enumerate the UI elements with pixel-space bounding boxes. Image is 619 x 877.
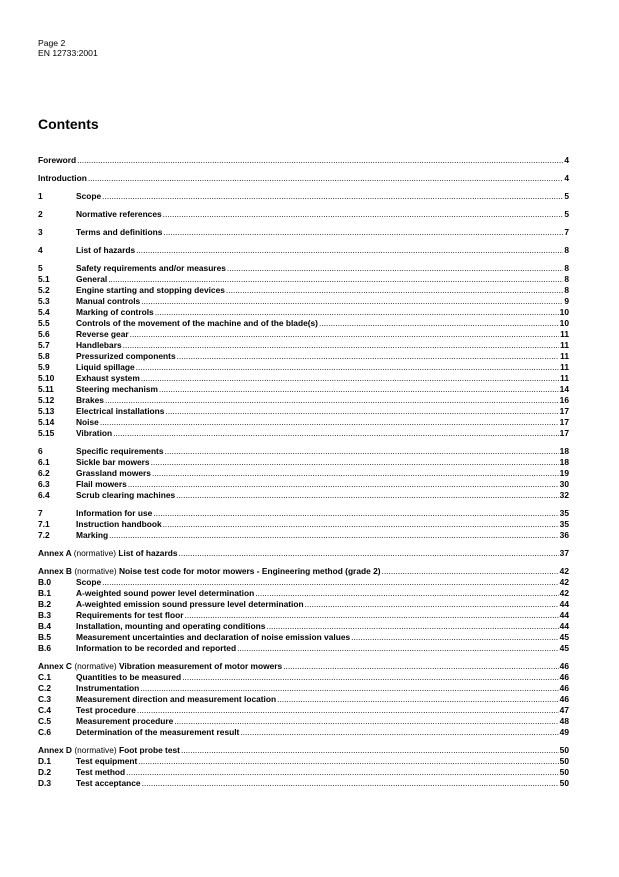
toc-entry[interactable]	[38, 530, 569, 541]
dot-leader	[123, 340, 560, 351]
toc-entry-page: 35	[559, 519, 569, 529]
toc-entry-page: 32	[559, 490, 569, 500]
dot-leader	[255, 588, 558, 599]
dot-leader	[178, 548, 558, 559]
toc-entry-number: 6.3	[38, 479, 50, 489]
toc-entry-page: 8	[564, 245, 569, 255]
toc-entry-title: Steering mechanism	[76, 384, 158, 394]
toc-entry-number: 5.2	[38, 285, 50, 295]
toc-entry-title: Engine starting and stopping devices	[76, 285, 225, 295]
toc-entry-title: Pressurized components	[76, 351, 176, 361]
toc-entry-page: 42	[559, 566, 569, 576]
toc-entry-number: 5.15	[38, 428, 55, 438]
dot-leader	[163, 209, 564, 220]
toc-entry-title: Reverse gear	[76, 329, 129, 339]
toc-entry[interactable]	[38, 307, 569, 318]
toc-entry-page: 44	[559, 610, 569, 620]
toc-entry-title: Scrub clearing machines	[76, 490, 176, 500]
toc-entry-number: 5.5	[38, 318, 50, 328]
toc-entry-title: Marking	[76, 530, 109, 540]
toc-entry-number: 6.1	[38, 457, 50, 467]
toc-entry[interactable]	[38, 351, 569, 362]
toc-entry-page: 46	[559, 661, 569, 671]
dot-leader	[151, 457, 559, 468]
toc-entry-page: 11	[560, 351, 569, 361]
toc-entry-page: 9	[564, 296, 569, 306]
annex-number: Annex A	[38, 548, 72, 558]
toc-entry[interactable]	[38, 716, 569, 727]
dot-leader	[240, 727, 558, 738]
annex-number: Annex C	[38, 661, 72, 671]
toc-entry-title: Scope	[76, 577, 102, 587]
dot-leader	[176, 490, 559, 501]
toc-entry-page: 50	[559, 767, 569, 777]
dot-leader	[266, 621, 558, 632]
toc-entry-page: 4	[564, 173, 569, 183]
toc-entry-number: 5	[38, 263, 43, 273]
dot-leader	[102, 577, 559, 588]
dot-leader	[102, 191, 563, 202]
dot-leader	[163, 227, 563, 238]
annex-normative-note: (normative)	[74, 745, 117, 755]
annex-label	[38, 548, 177, 559]
toc-entry-page: 17	[559, 406, 569, 416]
dot-leader	[77, 155, 563, 166]
toc-entry-page: 35	[559, 508, 569, 518]
dot-leader	[382, 566, 559, 577]
toc-entry-number: 6.4	[38, 490, 50, 500]
toc-entry[interactable]	[38, 362, 569, 373]
dot-leader	[351, 632, 559, 643]
toc-entry-number: 6	[38, 446, 43, 456]
toc-entry-number: D.3	[38, 778, 52, 788]
toc-entry-number: C.2	[38, 683, 52, 693]
toc-entry-number: B.2	[38, 599, 52, 609]
toc-entry-page: 46	[559, 694, 569, 704]
toc-entry-page: 50	[559, 778, 569, 788]
dot-leader	[100, 417, 559, 428]
toc-entry-number: 5.3	[38, 296, 50, 306]
toc-entry-page: 50	[559, 756, 569, 766]
toc-entry-page: 10	[559, 307, 569, 317]
toc-entry-number: 2	[38, 209, 43, 219]
toc-entry-title: Electrical installations	[76, 406, 165, 416]
dot-leader	[174, 716, 558, 727]
toc-entry[interactable]	[38, 428, 569, 439]
toc-entry[interactable]	[38, 395, 569, 406]
toc-entry-page: 11	[560, 340, 569, 350]
toc-entry-title: Quantities to be measured	[76, 672, 182, 682]
toc-entry-number: D.2	[38, 767, 52, 777]
toc-entry-title: List of hazards	[118, 548, 178, 558]
toc-entry-number: C.5	[38, 716, 52, 726]
toc-entry-title: List of hazards	[76, 245, 136, 255]
annex-normative-note: (normative)	[73, 548, 117, 558]
toc-entry[interactable]	[38, 479, 569, 490]
toc-entry-title: Instrumentation	[76, 683, 140, 693]
toc-entry-page: 44	[559, 599, 569, 609]
dot-leader	[237, 643, 559, 654]
toc-entry-title: Safety requirements and/or measures	[76, 263, 226, 273]
dot-leader	[141, 373, 559, 384]
toc-entry-number: C.6	[38, 727, 52, 737]
toc-entry-number: C.1	[38, 672, 52, 682]
toc-entry-title: Requirements for test floor	[76, 610, 184, 620]
toc-entry-page: 11	[560, 373, 569, 383]
toc-entry[interactable]	[38, 191, 569, 202]
dot-leader	[155, 307, 559, 318]
toc-entry-title: Foot probe test	[119, 745, 180, 755]
toc-entry-title: Scope	[76, 191, 102, 201]
toc-entry-title: Brakes	[76, 395, 104, 405]
toc-entry[interactable]	[38, 245, 569, 256]
toc-entry-title: Vibration measurement of motor mowers	[119, 661, 283, 671]
toc-entry-page: 4	[564, 155, 569, 165]
toc-entry[interactable]	[38, 209, 569, 220]
toc-entry-title: Instruction handbook	[76, 519, 162, 529]
toc-entry[interactable]	[38, 173, 569, 184]
toc-entry-number: 7	[38, 508, 43, 518]
toc-entry[interactable]	[38, 632, 569, 643]
toc-entry-title: Foreword	[38, 155, 77, 165]
dot-leader	[165, 406, 558, 417]
dot-leader	[142, 778, 559, 789]
toc-entry[interactable]	[38, 683, 569, 694]
toc-entry-page: 47	[559, 705, 569, 715]
toc-entry-title: Grassland mowers	[76, 468, 151, 478]
toc-entry[interactable]	[38, 727, 569, 738]
page-header	[38, 38, 98, 58]
dot-leader	[128, 479, 559, 490]
toc-entry-title: Test acceptance	[76, 778, 141, 788]
dot-leader	[141, 296, 563, 307]
toc-entry-annex[interactable]	[38, 566, 569, 577]
toc-entry-title: Information to be recorded and reported	[76, 643, 237, 653]
toc-entry-title: Vibration	[76, 428, 113, 438]
toc-entry[interactable]	[38, 767, 569, 778]
toc-entry-title: Sickle bar mowers	[76, 457, 150, 467]
toc-entry-title: Installation, mounting and operating conditions	[76, 621, 266, 631]
toc-entry-number: 6.2	[38, 468, 50, 478]
dot-leader	[153, 508, 558, 519]
toc-entry-title: Measurement direction and measurement location	[76, 694, 277, 704]
dot-leader	[130, 329, 560, 340]
toc-entry[interactable]	[38, 417, 569, 428]
toc-entry[interactable]	[38, 406, 569, 417]
toc-entry[interactable]	[38, 778, 569, 789]
toc-entry-page: 46	[559, 683, 569, 693]
toc-entry-page: 49	[559, 727, 569, 737]
toc-entry-number: B.4	[38, 621, 52, 631]
toc-entry-title: Controls of the movement of the machine and of the blade(s)	[76, 318, 318, 328]
toc-entry-annex[interactable]	[38, 745, 569, 756]
toc-entry[interactable]	[38, 340, 569, 351]
toc-entry-page: 50	[559, 745, 569, 755]
toc-entry-title: Exhaust system	[76, 373, 140, 383]
toc-entry[interactable]	[38, 296, 569, 307]
dot-leader	[283, 661, 558, 672]
toc-entry-title: A-weighted sound power level determination	[76, 588, 255, 598]
toc-entry-title: Test method	[76, 767, 126, 777]
toc-entry-title: A-weighted emission sound pressure level determination	[76, 599, 304, 609]
dot-leader	[140, 683, 558, 694]
toc-entry-page: 14	[559, 384, 569, 394]
toc-entry[interactable]	[38, 285, 569, 296]
toc-entry-number: 7.1	[38, 519, 50, 529]
dot-leader	[277, 694, 559, 705]
toc-entry-page: 11	[560, 362, 569, 372]
annex-normative-note: (normative)	[74, 566, 117, 576]
annex-label	[38, 566, 381, 577]
annex-number: Annex D	[38, 745, 72, 755]
toc-entry[interactable]	[38, 468, 569, 479]
standard-id: EN 12733:2001	[38, 48, 98, 58]
toc-entry-number: 5.12	[38, 395, 55, 405]
toc-entry[interactable]	[38, 155, 569, 166]
toc-entry[interactable]	[38, 705, 569, 716]
toc-entry[interactable]	[38, 577, 569, 588]
toc-entry-number: 5.13	[38, 406, 55, 416]
dot-leader	[185, 610, 559, 621]
toc-entry-title: Flail mowers	[76, 479, 127, 489]
dot-leader	[163, 519, 559, 530]
toc-entry-page: 19	[559, 468, 569, 478]
toc-entry[interactable]	[38, 610, 569, 621]
toc-entry-page: 7	[564, 227, 569, 237]
toc-entry[interactable]	[38, 519, 569, 530]
dot-leader	[159, 384, 559, 395]
toc-entry-annex[interactable]	[38, 548, 569, 559]
annex-label	[38, 661, 282, 672]
annex-label	[38, 745, 180, 756]
dot-leader	[227, 263, 563, 274]
toc-entry-annex[interactable]	[38, 661, 569, 672]
toc-entry[interactable]	[38, 274, 569, 285]
annex-number: Annex B	[38, 566, 72, 576]
dot-leader	[305, 599, 559, 610]
toc-entry-title: Marking of controls	[76, 307, 154, 317]
toc-entry-title: Manual controls	[76, 296, 141, 306]
dot-leader	[137, 705, 559, 716]
toc-entry[interactable]	[38, 756, 569, 767]
toc-entry-number: 5.4	[38, 307, 50, 317]
toc-entry-number: 5.9	[38, 362, 50, 372]
toc-entry[interactable]	[38, 373, 569, 384]
toc-entry-page: 18	[559, 457, 569, 467]
toc-entry-title: Measurement uncertainties and declaration of noise emission values	[76, 632, 351, 642]
dot-leader	[126, 767, 559, 778]
toc-entry-page: 45	[559, 632, 569, 642]
toc-entry-number: D.1	[38, 756, 52, 766]
toc-entry-number: C.3	[38, 694, 52, 704]
toc-entry-title: Specific requirements	[76, 446, 164, 456]
toc-entry-page: 42	[559, 588, 569, 598]
dot-leader	[152, 468, 559, 479]
toc-entry-number: 7.2	[38, 530, 50, 540]
toc-entry-number: 1	[38, 191, 43, 201]
toc-entry-number: B.0	[38, 577, 52, 587]
toc-entry-number: 5.10	[38, 373, 55, 383]
toc-entry[interactable]	[38, 643, 569, 654]
toc-entry-page: 10	[559, 318, 569, 328]
toc-entry[interactable]	[38, 672, 569, 683]
toc-entry-title: Test procedure	[76, 705, 136, 715]
dot-leader	[138, 756, 558, 767]
toc-entry[interactable]	[38, 318, 569, 329]
toc-entry-title: Terms and definitions	[76, 227, 163, 237]
toc-entry-page: 8	[564, 285, 569, 295]
dot-leader	[177, 351, 560, 362]
toc-entry-title: General	[76, 274, 108, 284]
toc-entry[interactable]	[38, 694, 569, 705]
toc-entry[interactable]	[38, 599, 569, 610]
toc-entry[interactable]	[38, 263, 569, 274]
dot-leader	[182, 672, 558, 683]
toc-entry-page: 8	[564, 263, 569, 273]
annex-normative-note: (normative)	[74, 661, 117, 671]
dot-leader	[181, 745, 559, 756]
page-title: Contents	[38, 116, 99, 132]
toc-entry-page: 37	[559, 548, 569, 558]
toc-entry-number: 5.8	[38, 351, 50, 361]
toc-entry-page: 36	[559, 530, 569, 540]
dot-leader	[165, 446, 559, 457]
dot-leader	[88, 173, 563, 184]
toc-entry-number: C.4	[38, 705, 52, 715]
dot-leader	[108, 274, 563, 285]
dot-leader	[105, 395, 559, 406]
toc-entry-number: B.1	[38, 588, 52, 598]
toc-entry-number: 5.1	[38, 274, 50, 284]
toc-entry-page: 45	[559, 643, 569, 653]
toc-entry-page: 11	[560, 329, 569, 339]
toc-entry-number: 5.7	[38, 340, 50, 350]
dot-leader	[319, 318, 559, 329]
toc-entry-number: 3	[38, 227, 43, 237]
toc-entry-page: 44	[559, 621, 569, 631]
toc-entry-title: Introduction	[38, 173, 87, 183]
toc-entry[interactable]	[38, 227, 569, 238]
dot-leader	[109, 530, 559, 541]
dot-leader	[113, 428, 559, 439]
toc-entry-page: 42	[559, 577, 569, 587]
toc-entry-page: 5	[564, 209, 569, 219]
toc-entry-title: Handlebars	[76, 340, 122, 350]
toc-entry-number: 4	[38, 245, 43, 255]
toc-entry-title: Information for use	[76, 508, 153, 518]
dot-leader	[136, 245, 563, 256]
toc-entry-number: B.3	[38, 610, 52, 620]
toc-entry-page: 48	[559, 716, 569, 726]
toc-entry-page: 30	[559, 479, 569, 489]
toc-entry-number: B.6	[38, 643, 52, 653]
toc-entry[interactable]	[38, 508, 569, 519]
toc-entry[interactable]	[38, 621, 569, 632]
dot-leader	[226, 285, 563, 296]
toc-entry-page: 16	[559, 395, 569, 405]
toc-entry-title: Determination of the measurement result	[76, 727, 240, 737]
toc-entry-page: 8	[564, 274, 569, 284]
toc-entry-title: Measurement procedure	[76, 716, 174, 726]
toc-entry-page: 5	[564, 191, 569, 201]
dot-leader	[136, 362, 560, 373]
toc-entry-title: Noise	[76, 417, 99, 427]
toc-entry[interactable]	[38, 446, 569, 457]
toc-entry[interactable]	[38, 329, 569, 340]
toc-entry-title: Noise test code for motor mowers - Engineering method (grade 2)	[119, 566, 381, 576]
toc-entry[interactable]	[38, 457, 569, 468]
toc-entry-number: 5.14	[38, 417, 55, 427]
toc-entry-page: 46	[559, 672, 569, 682]
toc-entry-title: Liquid spillage	[76, 362, 135, 372]
toc-entry-title: Normative references	[76, 209, 162, 219]
toc-entry-page: 17	[559, 428, 569, 438]
page-number: Page 2	[38, 38, 66, 48]
toc-entry[interactable]	[38, 384, 569, 395]
toc-entry-page: 17	[559, 417, 569, 427]
toc-entry[interactable]	[38, 490, 569, 501]
toc-entry-title: Test equipment	[76, 756, 138, 766]
toc-entry[interactable]	[38, 588, 569, 599]
toc-entry-page: 18	[559, 446, 569, 456]
toc-entry-number: 5.11	[38, 384, 54, 394]
toc-entry-number: B.5	[38, 632, 52, 642]
toc-entry-number: 5.6	[38, 329, 50, 339]
